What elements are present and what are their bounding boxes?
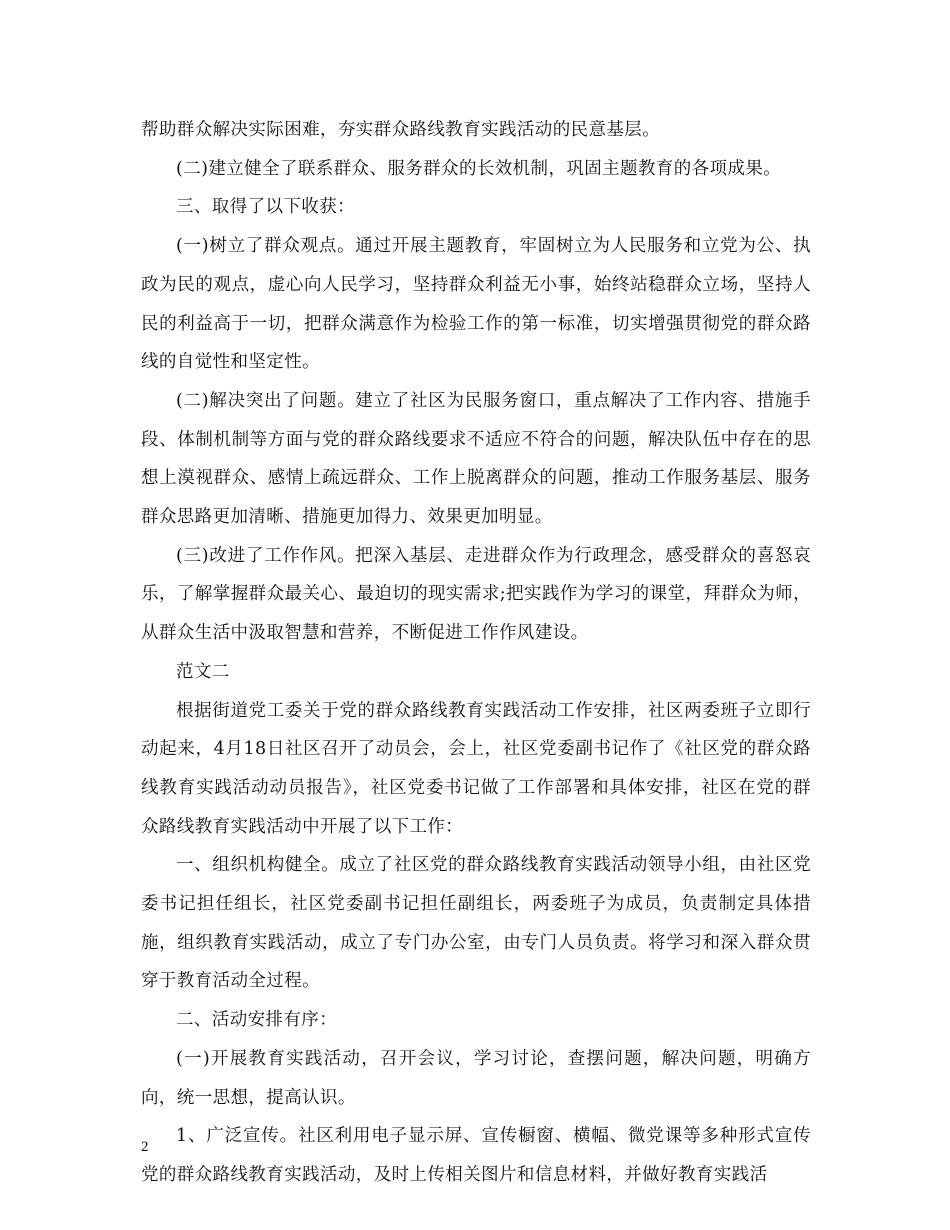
sample-heading: 范文二 xyxy=(176,661,230,682)
paragraph-continuation: 帮助群众解决实际困难，夯实群众路线教育实践活动的民意基层。 xyxy=(141,120,661,140)
paragraph-item-2: (二)建立健全了联系群众、服务群众的长效机制，巩固主题教育的各项成果。 xyxy=(176,158,782,179)
paragraph-harvest-1: (一)树立了群众观点。通过开展主题教育，牢固树立为人民服务和立党为公、执政为民的观点，虚心向人民学习，坚持群众利益无小事，始终站稳群众立场，坚持人民的利益高于一切，把群众满意作为检验工作的第一标准，切实增强贯彻党的群众路线的自觉性和坚定性。 xyxy=(141,236,811,373)
document-body xyxy=(141,111,811,1195)
page-number: 2 xyxy=(141,1139,149,1155)
paragraph-arrangement-1: (一)开展教育实践活动，召开会议，学习讨论，查摆问题，解决问题，明确方向，统一思想，提高认识。 xyxy=(141,1048,811,1108)
paragraph-harvest-3: (三)改进了工作作风。把深入基层、走进群众作为行政理念，感受群众的喜怒哀乐，了解掌握群众最关心、最迫切的现实需求;把实践作为学习的课堂，拜群众为师，从群众生活中汲取智慧和营养，不断促进工作作风建设。 xyxy=(141,545,811,644)
paragraph-organization: 一、组织机构健全。成立了社区党的群众路线教育实践活动领导小组，由社区党委书记担任组长，社区党委副书记担任副组长，两委班子为成员，负责制定具体措施，组织教育实践活动，成立了专门办公室，由专门人员负责。将学习和深入群众贯穿于教育活动全过程。 xyxy=(141,855,811,992)
paragraph-harvest-2: (二)解决突出了问题。建立了社区为民服务窗口，重点解决了工作内容、措施手段、体制机制等方面与党的群众路线要求不适应不符合的问题，解决队伍中存在的思想上漠视群众、感情上疏远群众、工作上脱离群众的问题，推动工作服务基层、服务群众思路更加清晰、措施更加得力、效果更加明显。 xyxy=(141,390,811,528)
section-heading-harvest: 三、取得了以下收获： xyxy=(176,197,355,218)
section-heading-arrangement: 二、活动安排有序： xyxy=(176,1010,338,1031)
paragraph-intro: 根据街道党工委关于党的群众路线教育实践活动工作安排，社区两委班子立即行动起来，4月18日社区召开了动员会，会上，社区党委副书记作了《社区党的群众路线教育实践活动动员报告》，社区党委书记做了工作部署和具体安排，社区在党的群众路线教育实践活动中开展了以下工作： xyxy=(141,700,811,837)
paragraph-publicity: 1、广泛宣传。社区利用电子显示屏、宣传橱窗、横幅、微党课等多种形式宣传党的群众路线教育实践活动，及时上传相关图片和信息材料，并做好教育实践活 xyxy=(141,1126,811,1185)
